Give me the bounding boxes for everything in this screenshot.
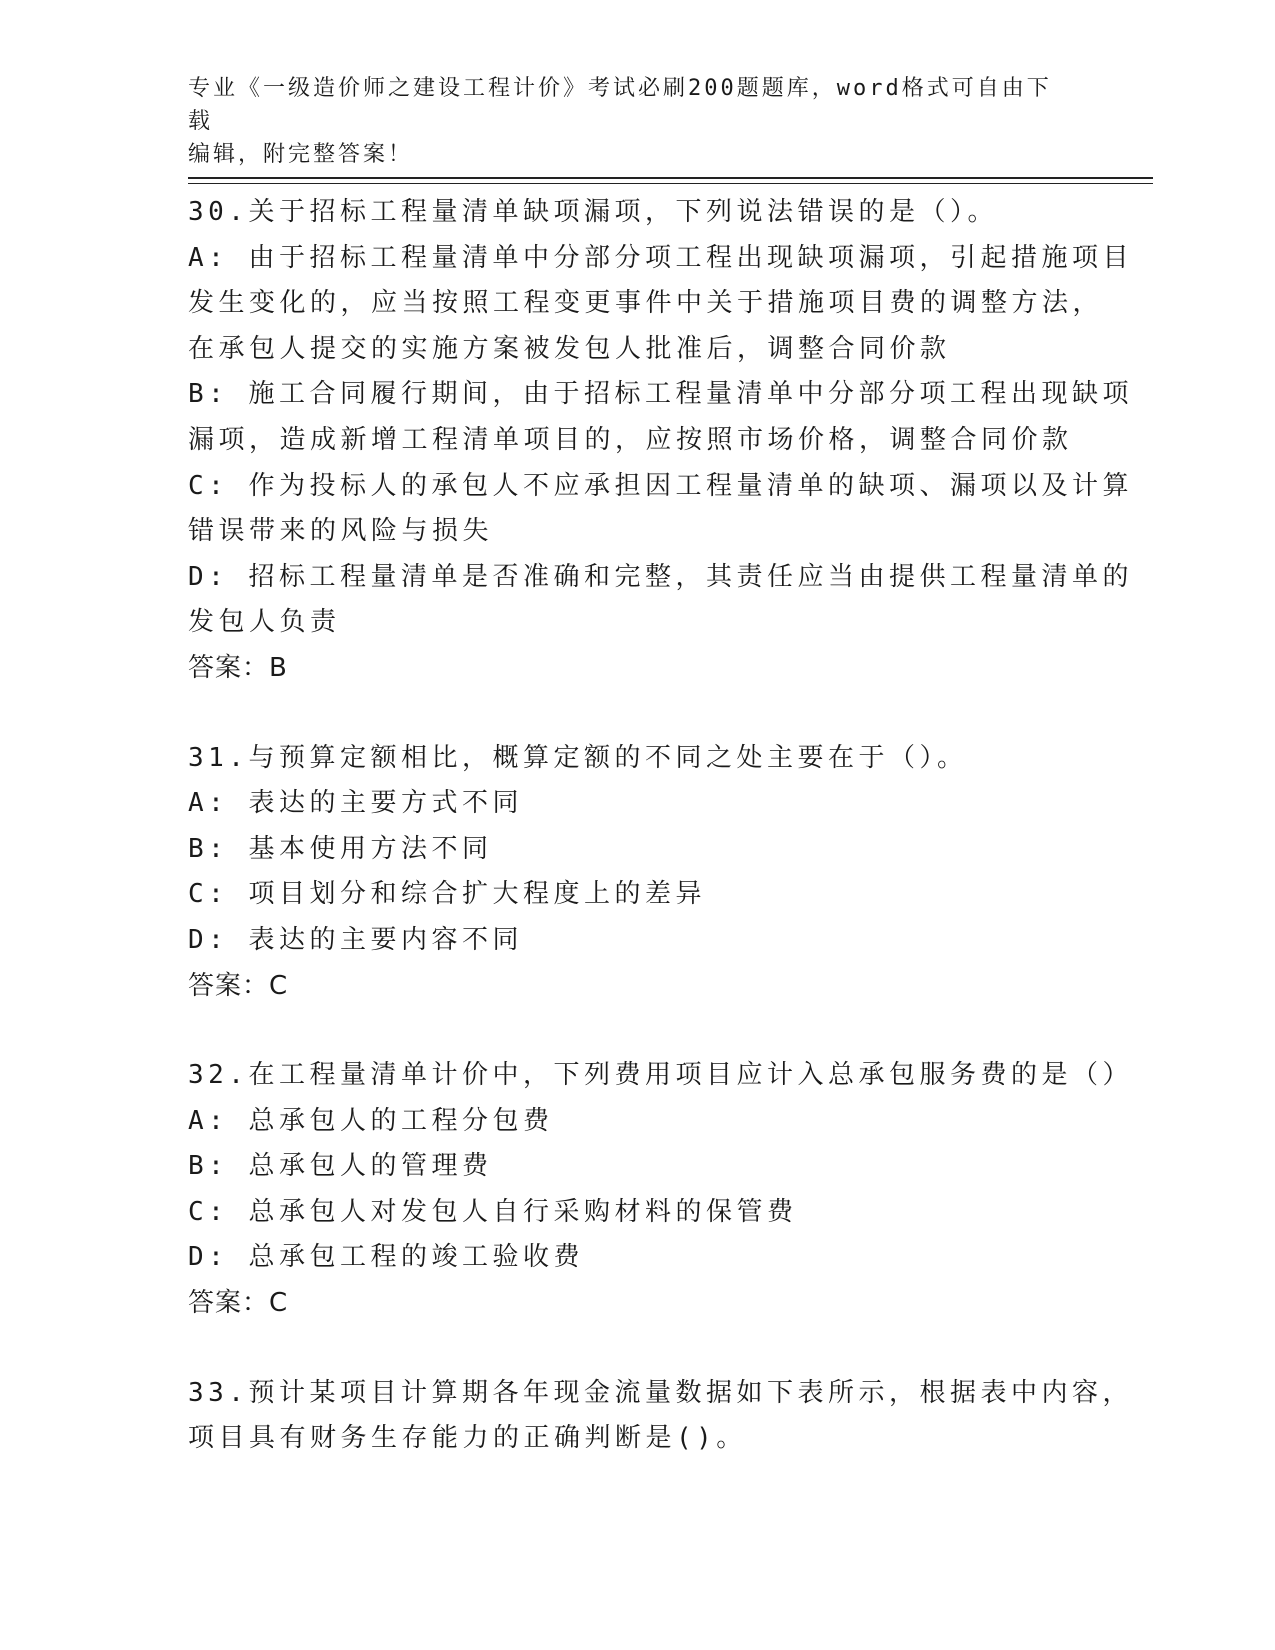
option-line: A: 总承包人的工程分包费: [188, 1105, 554, 1136]
option-line: 漏项，造成新增工程清单项目的，应按照市场价格，调整合同价款: [188, 424, 1073, 455]
question-32: [188, 1053, 1133, 1327]
answer-label: 答案：B: [188, 652, 288, 683]
option-line: B: 总承包人的管理费: [188, 1151, 493, 1182]
option-line: C: 作为投标人的承包人不应承担因工程量清单的缺项、漏项以及计算: [188, 470, 1133, 501]
option-line: A: 表达的主要方式不同: [188, 788, 523, 819]
answer-label: 答案：C: [188, 1288, 289, 1319]
option-line: 发包人负责: [188, 607, 341, 638]
option-line: D: 总承包工程的竣工验收费: [188, 1242, 584, 1273]
question-stem: 30.关于招标工程量清单缺项漏项，下列说法错误的是（）。: [188, 197, 998, 227]
question-stem: 33.预计某项目计算期各年现金流量数据如下表所示，根据表中内容，: [188, 1377, 1133, 1408]
option-line: C: 项目划分和综合扩大程度上的差异: [188, 879, 706, 910]
option-line: 在承包人提交的实施方案被发包人批准后，调整合同价款: [188, 333, 951, 364]
option-line: B: 基本使用方法不同: [188, 833, 493, 864]
question-30: [188, 190, 1133, 692]
question-list: [188, 190, 1133, 1462]
question-33: [188, 1371, 1133, 1462]
header-divider-thick: [188, 177, 1153, 179]
question-stem: 32.在工程量清单计价中，下列费用项目应计入总承包服务费的是（）: [188, 1060, 1133, 1091]
option-line: D: 表达的主要内容不同: [188, 924, 523, 955]
header-divider-thin: [188, 183, 1153, 184]
option-line: B: 施工合同履行期间，由于招标工程量清单中分部分项工程出现缺项: [188, 379, 1133, 410]
option-line: A: 由于招标工程量清单中分部分项工程出现缺项漏项，引起措施项目: [188, 242, 1133, 273]
header-line-1: 专业《一级造价师之建设工程计价》考试必刷200题题库，word格式可自由下载: [188, 76, 1052, 134]
option-line: C: 总承包人对发包人自行采购材料的保管费: [188, 1196, 798, 1227]
question-stem-continued: 项目具有财务生存能力的正确判断是()。: [188, 1423, 747, 1454]
option-line: D: 招标工程量清单是否准确和完整，其责任应当由提供工程量清单的: [188, 561, 1133, 592]
document-header: [188, 72, 1068, 171]
question-31: [188, 736, 1088, 1010]
header-line-2: 编辑，附完整答案！: [188, 142, 414, 167]
option-line: 发生变化的，应当按照工程变更事件中关于措施项目费的调整方法，: [188, 288, 1104, 319]
question-stem: 31.与预算定额相比，概算定额的不同之处主要在于（）。: [188, 742, 968, 773]
option-line: 错误带来的风险与损失: [188, 516, 494, 547]
answer-label: 答案：C: [188, 970, 289, 1001]
